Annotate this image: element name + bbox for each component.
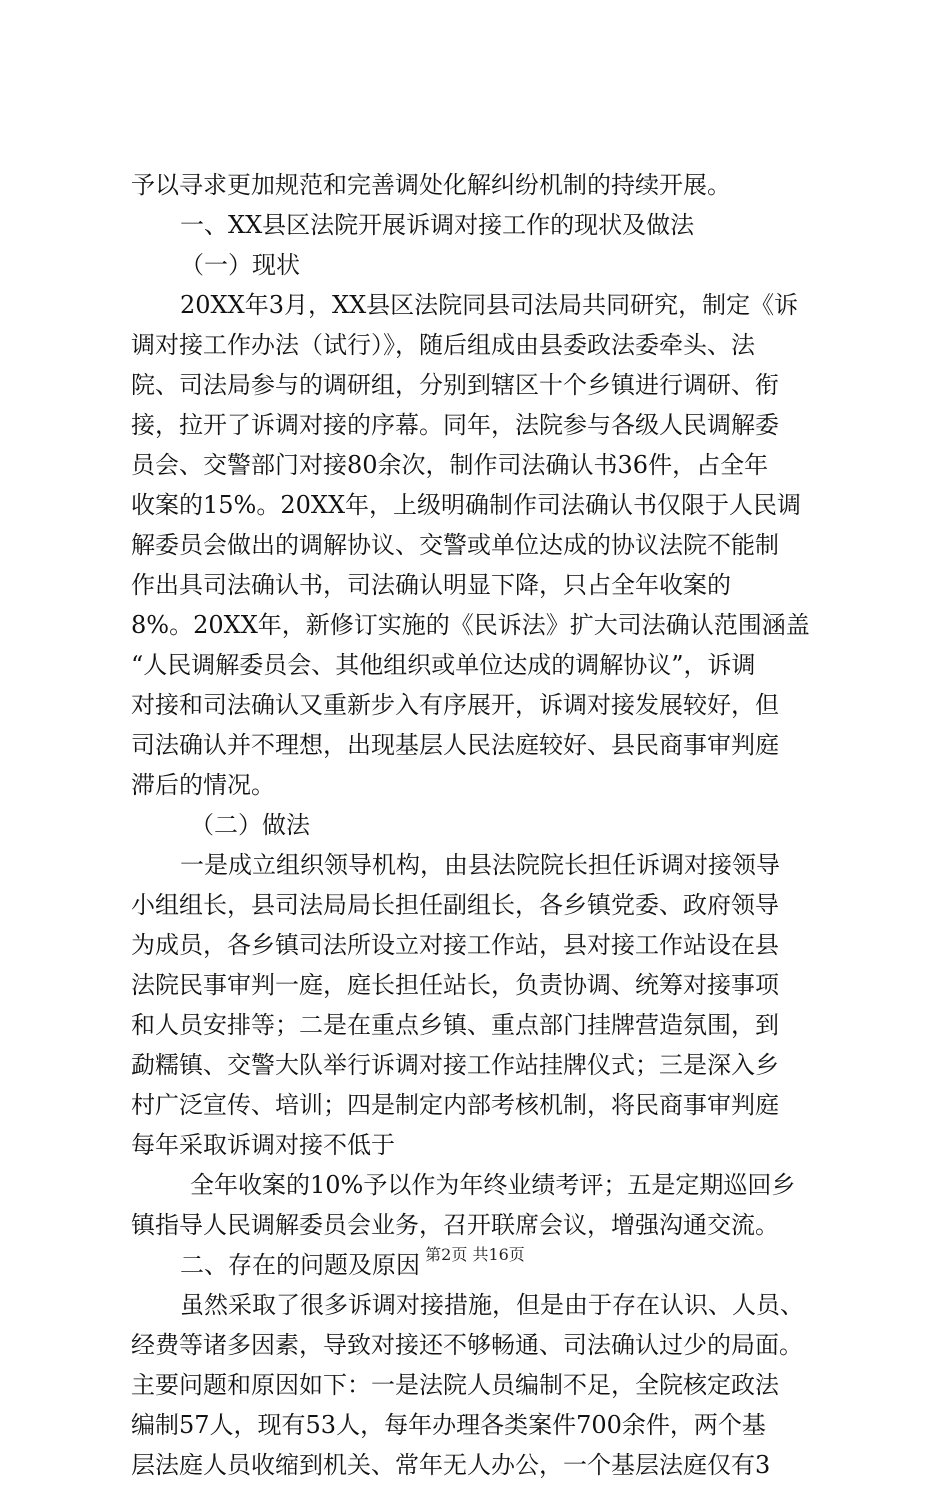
- section-heading: 二、存在的问题及原因: [180, 1251, 420, 1279]
- paragraph-line: 作出具司法确认书，司法确认明显下降，只占全年收案的: [131, 571, 731, 599]
- paragraph-line: 接，拉开了诉调对接的序幕。同年，法院参与各级人民调解委: [131, 411, 779, 439]
- paragraph-line: 虽然采取了很多诉调对接措施，但是由于存在认识、人员、: [180, 1291, 804, 1319]
- paragraph-line: 一是成立组织领导机构，由县法院院长担任诉调对接领导: [180, 851, 780, 879]
- document-body: [131, 165, 831, 1485]
- paragraph-line: 每年采取诉调对接不低于: [131, 1131, 395, 1159]
- paragraph-line: 编制57人，现有53人，每年办理各类案件700余件，两个基: [131, 1411, 766, 1439]
- paragraph-line: 员会、交警部门对接80余次，制作司法确认书36件，占全年: [131, 451, 769, 479]
- paragraph-line: 经费等诸多因素，导致对接还不够畅通、司法确认过少的局面。: [131, 1331, 803, 1359]
- paragraph-line: 予以寻求更加规范和完善调处化解纠纷机制的持续开展。: [131, 171, 731, 199]
- paragraph-line: 收案的15%。20XX年，上级明确制作司法确认书仅限于人民调: [131, 491, 802, 519]
- paragraph-line: 8%。20XX年，新修订实施的《民诉法》扩大司法确认范围涵盖: [131, 611, 810, 639]
- paragraph-line: 勐糯镇、交警大队举行诉调对接工作站挂牌仪式；三是深入乡: [131, 1051, 779, 1079]
- paragraph-line: 主要问题和原因如下：一是法院人员编制不足，全院核定政法: [131, 1371, 779, 1399]
- paragraph-line: 解委员会做出的调解协议、交警或单位达成的协议法院不能制: [131, 531, 779, 559]
- paragraph-line: 滞后的情况。: [131, 771, 275, 799]
- paragraph-line: 20XX年3月，XX县区法院同县司法局共同研究，制定《诉: [180, 291, 799, 319]
- paragraph-line: 镇指导人民调解委员会业务，召开联席会议，增强沟通交流。: [131, 1211, 779, 1239]
- paragraph-line: 调对接工作办法（试行）》，随后组成由县委政法委牵头、法: [131, 331, 755, 359]
- paragraph-line: 为成员，各乡镇司法所设立对接工作站，县对接工作站设在县: [131, 931, 779, 959]
- paragraph-line: 和人员安排等；二是在重点乡镇、重点部门挂牌营造氛围，到: [131, 1011, 779, 1039]
- paragraph-line: 法院民事审判一庭，庭长担任站长，负责协调、统筹对接事项: [131, 971, 779, 999]
- paragraph-line: 小组组长，县司法局局长担任副组长，各乡镇党委、政府领导: [131, 891, 779, 919]
- paragraph-line: 层法庭人员收缩到机关、常年无人办公，一个基层法庭仅有3: [131, 1451, 771, 1479]
- section-heading: 一、XX县区法院开展诉调对接工作的现状及做法: [180, 211, 695, 239]
- paragraph-line: “人民调解委员会、其他组织或单位达成的调解协议”，诉调: [131, 651, 756, 679]
- subsection-heading: （二）做法: [190, 811, 310, 839]
- subsection-heading: （一）现状: [180, 251, 300, 279]
- paragraph-line: 村广泛宣传、培训；四是制定内部考核机制，将民商事审判庭: [131, 1091, 779, 1119]
- paragraph-line: 院、司法局参与的调研组，分别到辖区十个乡镇进行调研、衔: [131, 371, 779, 399]
- paragraph-line: 对接和司法确认又重新步入有序展开，诉调对接发展较好，但: [131, 691, 779, 719]
- paragraph-line: 司法确认并不理想，出现基层人民法庭较好、县民商事审判庭: [131, 731, 779, 759]
- paragraph-line: 全年收案的10%予以作为年终业绩考评；五是定期巡回乡: [190, 1171, 796, 1199]
- page-number-footer: 第2页 共16页: [425, 1245, 525, 1264]
